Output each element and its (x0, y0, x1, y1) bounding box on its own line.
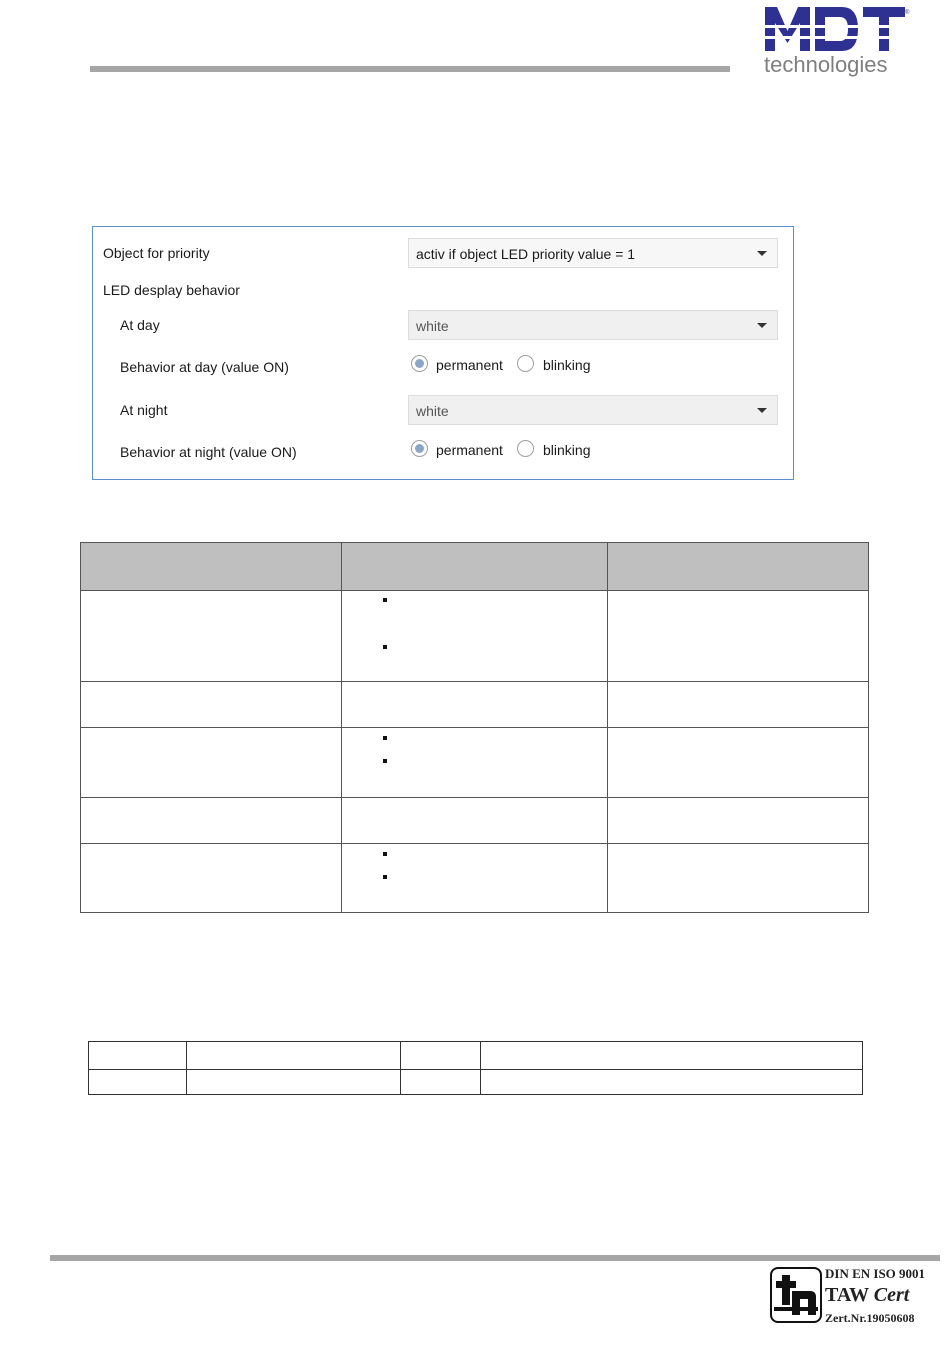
object-table-column-divider (400, 1041, 401, 1095)
table-row-divider (80, 797, 869, 798)
logo-subtext: technologies (764, 52, 888, 77)
behavior-night-label: Behavior at night (value ON) (120, 444, 297, 460)
bullet-icon (383, 852, 387, 856)
day-blinking-label[interactable]: blinking (543, 357, 591, 373)
object-table (88, 1041, 863, 1095)
at-night-label: At night (120, 402, 168, 418)
object-table-column-divider (480, 1041, 481, 1095)
at-night-dropdown[interactable] (408, 395, 778, 425)
day-permanent-radio[interactable] (411, 355, 428, 372)
cert-standard: DIN EN ISO 9001 (825, 1266, 926, 1281)
at-day-label: At day (120, 317, 160, 333)
chevron-down-icon (757, 251, 767, 256)
cert-name-a: TAW (825, 1284, 874, 1306)
led-behavior-heading: LED desplay behavior (103, 282, 240, 298)
table-row-divider (80, 727, 869, 728)
bullet-icon (383, 736, 387, 740)
table-row-divider (80, 843, 869, 844)
day-permanent-label[interactable]: permanent (436, 357, 503, 373)
bullet-icon (383, 875, 387, 879)
table-row-divider (80, 590, 869, 591)
at-day-value: white (416, 318, 449, 334)
object-table-column-divider (186, 1041, 187, 1095)
day-blinking-radio[interactable] (517, 355, 534, 372)
night-permanent-radio[interactable] (411, 440, 428, 457)
at-day-dropdown[interactable] (408, 310, 778, 340)
night-blinking-radio[interactable] (517, 440, 534, 457)
at-night-value: white (416, 403, 449, 419)
object-priority-value: activ if object LED priority value = 1 (416, 246, 636, 262)
night-permanent-label[interactable]: permanent (436, 442, 503, 458)
night-blinking-label[interactable]: blinking (543, 442, 591, 458)
object-priority-label: Object for priority (103, 245, 210, 261)
header-rule (90, 66, 730, 72)
cert-name (825, 1284, 909, 1307)
cert-number: Zert.Nr.19050608 (825, 1311, 915, 1325)
bullet-icon (383, 759, 387, 763)
chevron-down-icon (757, 323, 767, 328)
object-priority-dropdown[interactable] (408, 238, 778, 268)
cert-name-b: Cert (873, 1284, 910, 1306)
object-table-row-divider (88, 1069, 863, 1070)
footer-rule (50, 1255, 940, 1261)
table-header (81, 543, 868, 590)
taw-cert-logo (770, 1267, 822, 1323)
bullet-icon (383, 598, 387, 602)
bullet-icon (383, 645, 387, 649)
chevron-down-icon (757, 408, 767, 413)
table-row-divider (80, 681, 869, 682)
svg-text:®: ® (905, 10, 910, 16)
behavior-day-label: Behavior at day (value ON) (120, 359, 289, 375)
